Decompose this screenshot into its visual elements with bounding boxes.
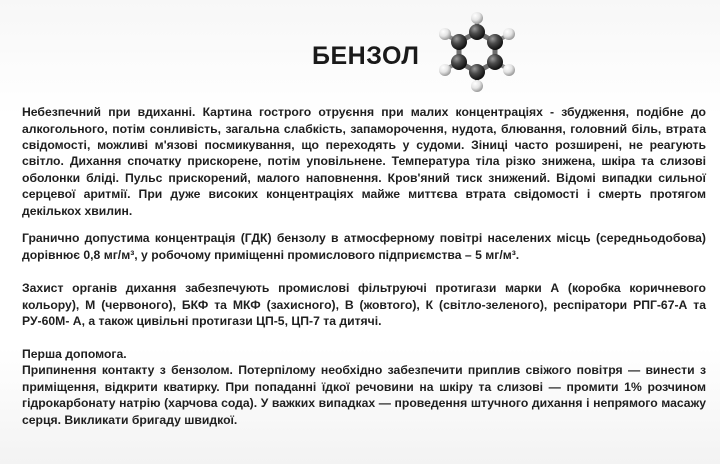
benzene-molecule-icon [430, 12, 524, 92]
first-aid-heading: Перша допомога. [22, 347, 127, 361]
page-title: БЕНЗОЛ [312, 42, 420, 70]
first-aid-section [22, 346, 706, 428]
first-aid-paragraph: Припинення контакту з бензолом. Потерпілому необхідно забезпечити приплив свіжого повітря — винести з приміщення, відкрити кватирку. При попаданні їдкої речовини на шкіру та слизові — промити 1% розчином гідрокарбонату натрію (харчова сода). У важких випадках — проведення штучного дихання і непрямого масажу серця. Викликати бригаду швидкої. [22, 363, 706, 427]
concentration-limit-paragraph: Гранично допустима концентрація (ГДК) бензолу в атмосферному повітрі населених місць (середньодобова) дорівнює 0,8 мг/м³, у робочому приміщенні промислового підприємства – 5 мг/м³. [22, 231, 706, 262]
respiratory-protection-paragraph: Захист органів дихання забезпечують промислові фільтруючі протигази марки А (коробка коричневого кольору), М (червоного), БКФ та МКФ (захисного), В (жовтого), К (світло-зеленого), респіратори РПГ-67-А та РУ-60М- А, а також цивільні протигази ЦП-5, ЦП-7 та дитячі. [22, 281, 706, 328]
symptoms-paragraph: Небезпечний при вдиханні. Картина гострого отруєння при малих концентраціях - збудження, подібне до алкогольного, потім сонливість, загальна слабкість, запаморочення, нудота, блювання, головний біль, втрата свідомості, можливі м'язові посмикування, що переходять у судоми. Зіниці часто розширені, не реагують світло. Дихання спочатку прискорене, потім уповільнене. Температура тіла різко знижена, шкіра та слизові оболонки бліді. Пульс прискорений, малого наповнення. Кров'яний тиск знижений. Відомі випадки сильної серцевої аритмії. При дуже високих концентраціях майже миттєва втрата свідомості і смерть протягом декількох хвилин. [22, 105, 706, 218]
